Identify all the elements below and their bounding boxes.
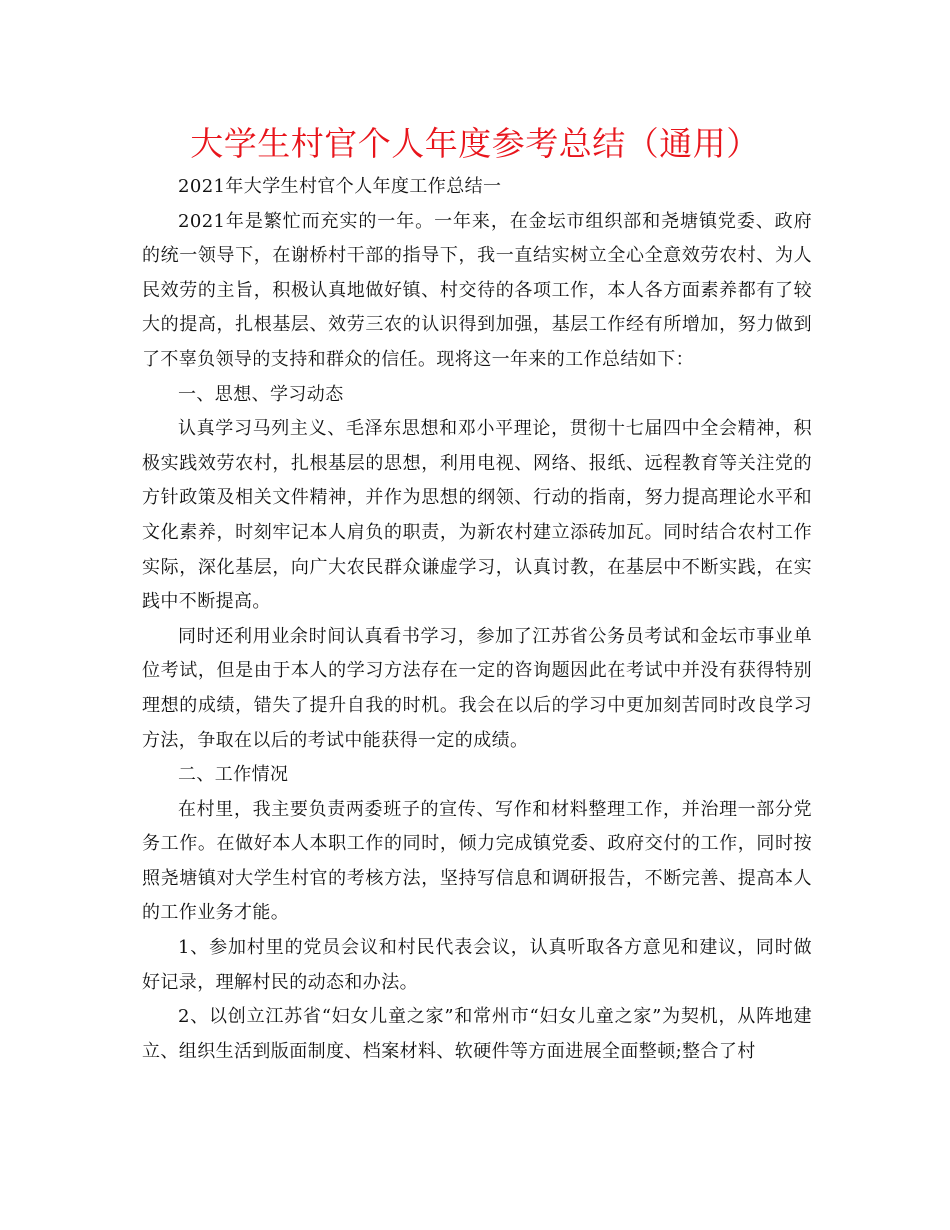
paragraph-subtitle: 2021年大学生村官个人年度工作总结一	[178, 176, 502, 197]
paragraph-work-item-2: 2、以创立江苏省“妇女儿童之家”和常州市“妇女儿童之家”为契机，从阵地建立、组织生活到版面制度、档案材料、软硬件等方面进展全面整顿;整合了村	[142, 1006, 812, 1062]
paragraph-work-duties: 在村里，我主要负责两委班子的宣传、写作和材料整理工作，并治理一部分党务工作。在做好本人本职工作的同时，倾力完成镇党委、政府交付的工作，同时按照尧塘镇对大学生村官的考核方法，坚持写信息和调研报告，不断完善、提高本人的工作业务才能。	[142, 798, 812, 924]
section-heading-thought-study: 一、思想、学习动态	[178, 383, 344, 405]
paragraph-study-exams: 同时还利用业余时间认真看书学习，参加了江苏省公务员考试和金坛市事业单位考试，但是由于本人的学习方法存在一定的咨询题因此在考试中并没有获得特别理想的成绩，错失了提升自我的时机。我会在以后的学习中更加刻苦同时改良学习方法，争取在以后的考试中能获得一定的成绩。	[142, 625, 812, 751]
section-heading-work: 二、工作情况	[178, 764, 289, 786]
document-body	[142, 170, 812, 1069]
paragraph-work-item-1: 1、参加村里的党员会议和村民代表会议，认真听取各方意见和建议，同时做好记录，理解村民的动态和办法。	[142, 937, 812, 993]
paragraph-intro: 2021年是繁忙而充实的一年。一年来，在金坛市组织部和尧塘镇党委、政府的统一领导下，在谢桥村干部的指导下，我一直结实树立全心全意效劳农村、为人民效劳的主旨，积极认真地做好镇、村交待的各项工作，本人各方面素养都有了较大的提高，扎根基层、效劳三农的认识得到加强，基层工作经有所增加，努力做到了不辜负领导的支持和群众的信任。现将这一年来的工作总结如下：	[142, 210, 812, 370]
document-title: 大学生村官个人年度参考总结（通用）	[190, 124, 760, 163]
paragraph-study-theory: 认真学习马列主义、毛泽东思想和邓小平理论，贯彻十七届四中全会精神，积极实践效劳农村，扎根基层的思想，利用电视、网络、报纸、远程教育等关注党的方针政策及相关文件精神，并作为思想的纲领、行动的指南，努力提高理论水平和文化素养，时刻牢记本人肩负的职责，为新农村建立添砖加瓦。同时结合农村工作实际，深化基层，向广大农民群众谦虚学习，认真讨教，在基层中不断实践，在实践中不断提高。	[142, 418, 812, 613]
